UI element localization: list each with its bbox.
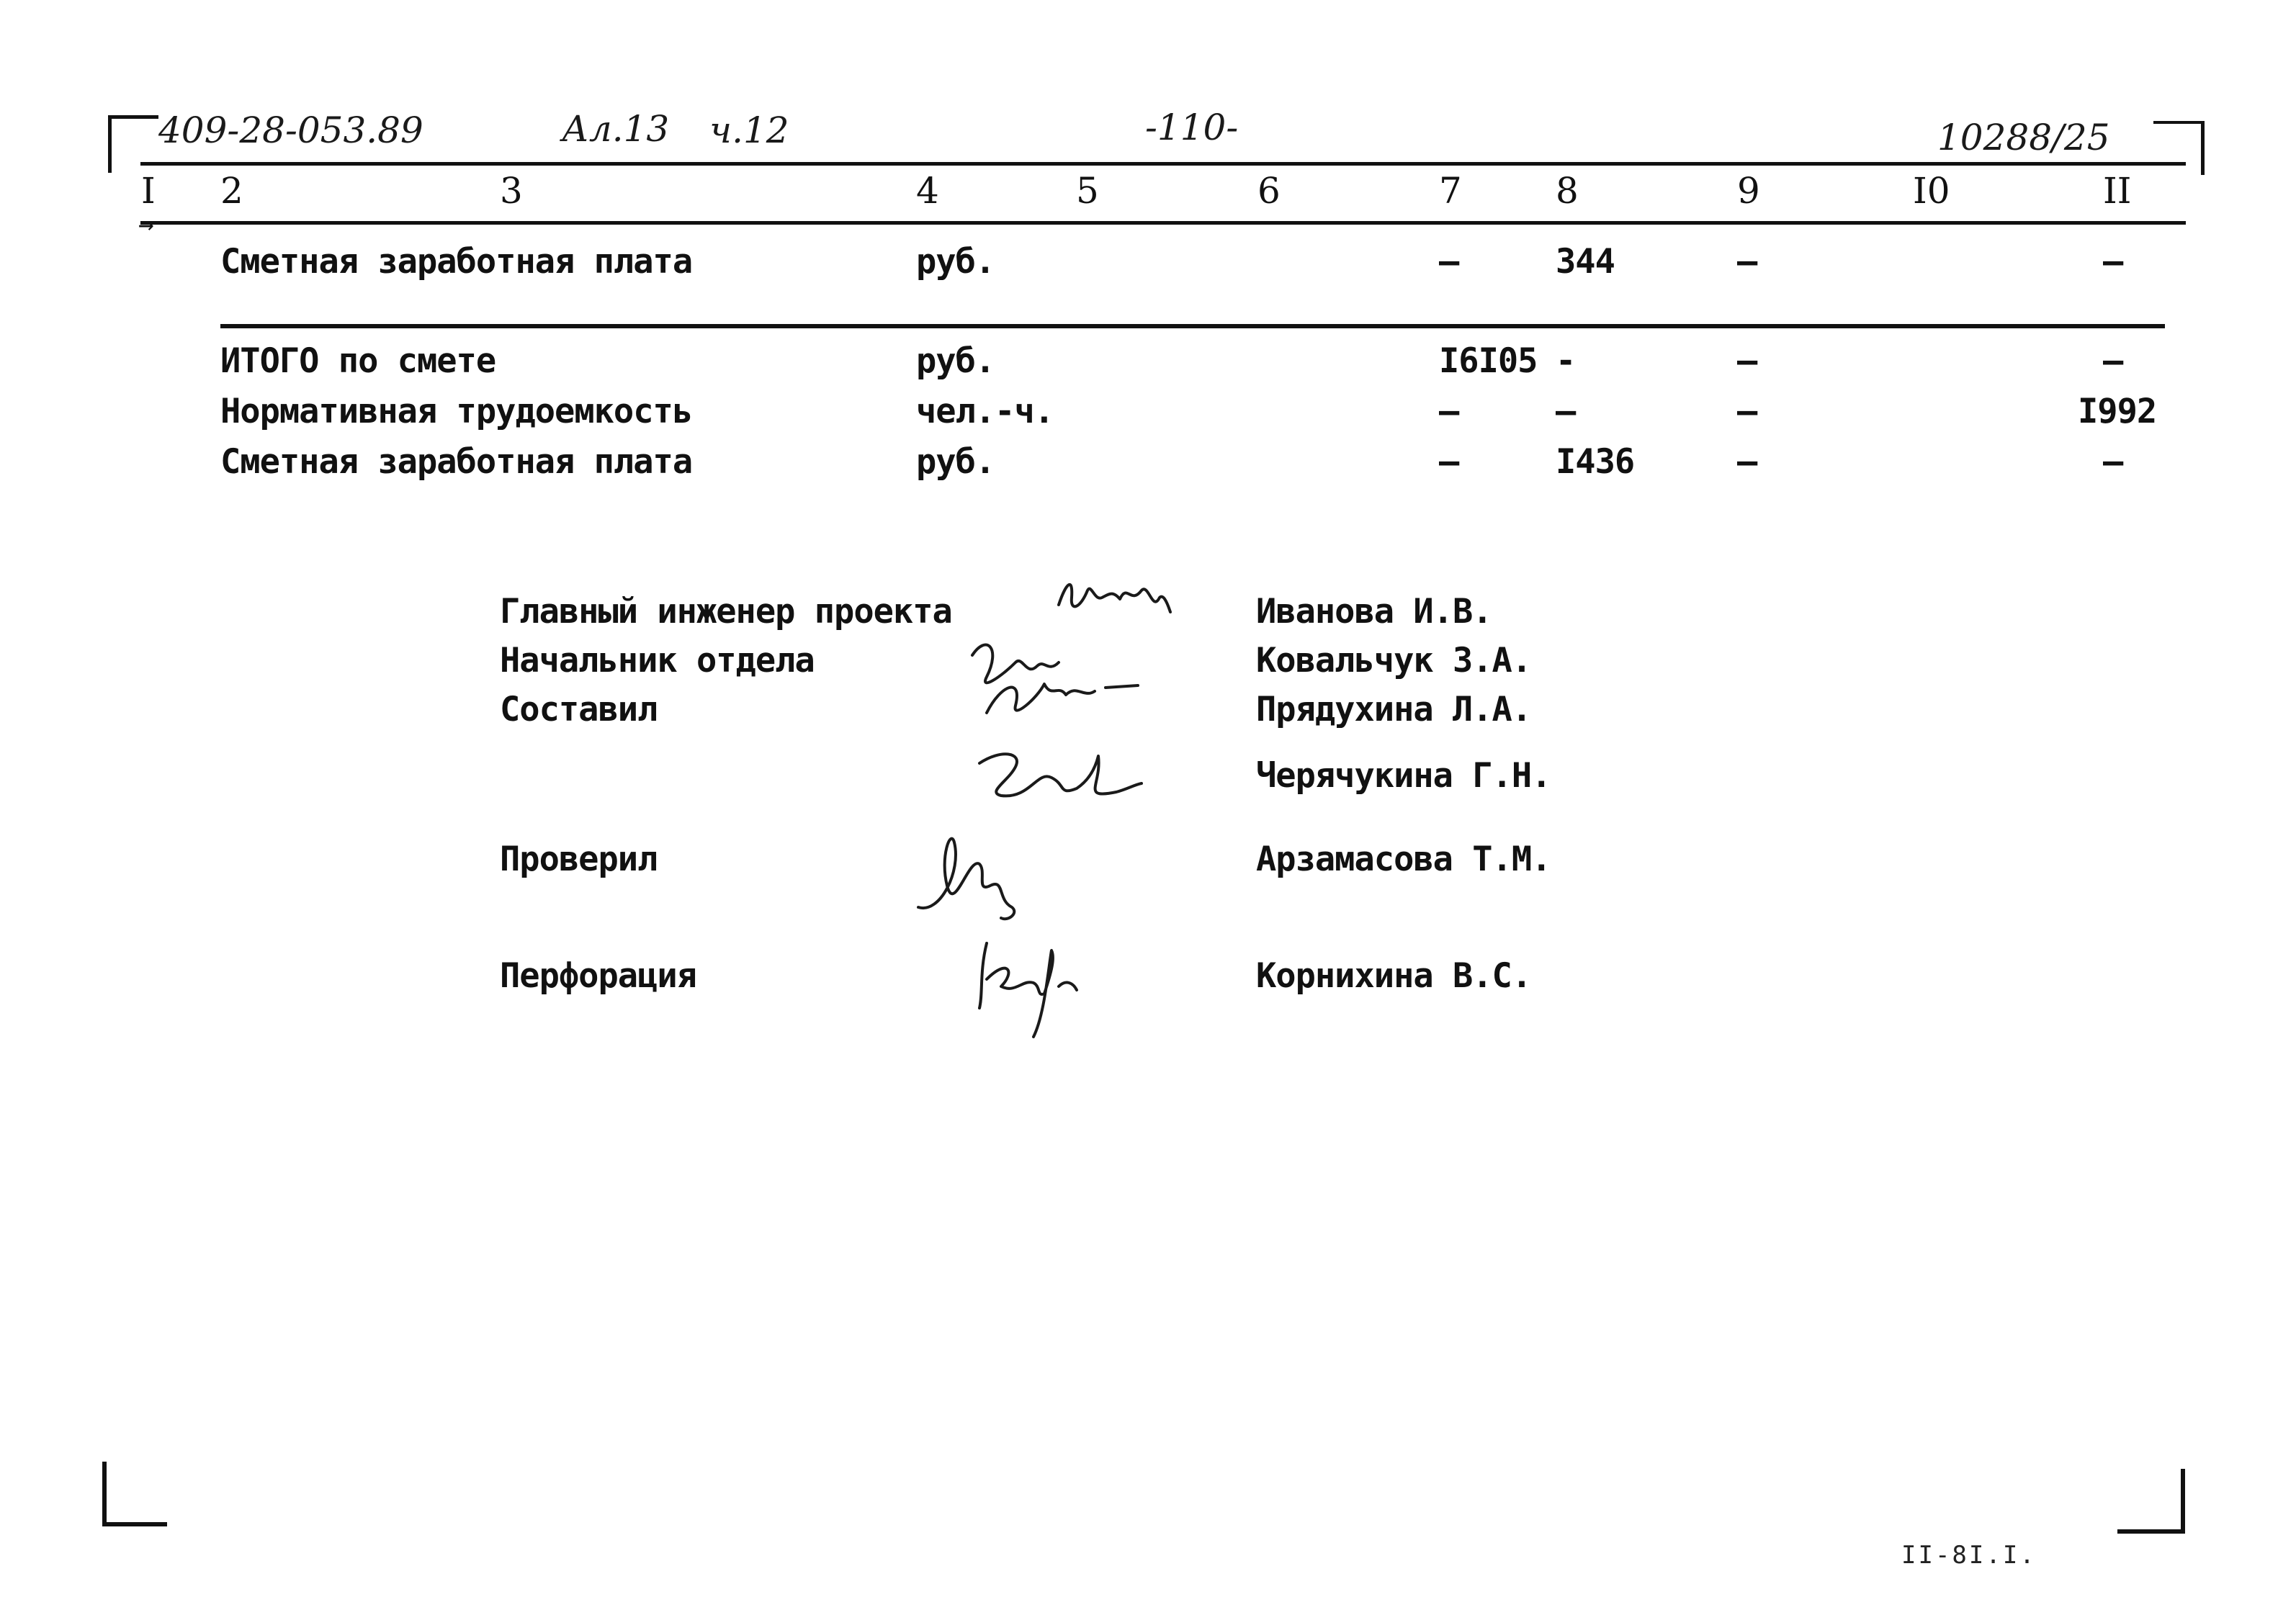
row-2-col11: – (2103, 341, 2123, 381)
row-4-col8: I436 (1556, 442, 1635, 482)
signature-name-1: Иванова И.В. (1256, 592, 1492, 631)
arrow-mark: → (138, 210, 154, 240)
column-number-9: 9 (1737, 170, 1760, 212)
signature-name-5: Арзамасова Т.М. (1256, 840, 1551, 879)
row-2-col9: – (1737, 341, 1757, 381)
row-2-name: ИТОГО по смете (220, 341, 496, 381)
frame-corner-top-left-h (108, 115, 158, 119)
column-number-8: 8 (1556, 170, 1579, 212)
signature-mark-5 (965, 929, 1109, 1044)
total-rule (220, 324, 2165, 328)
footer-stamp: II-8I.I. (1901, 1541, 2037, 1570)
signature-role-1: Главный инженер проекта (500, 592, 952, 631)
column-number-3: 3 (500, 170, 523, 212)
row-1-name: Сметная заработная плата (220, 242, 693, 282)
signature-role-2: Начальник отдела (500, 641, 815, 680)
column-header-rule (140, 221, 2186, 225)
signature-name-4: Черячукина Г.Н. (1256, 756, 1551, 796)
row-4-name: Сметная заработная плата (220, 442, 693, 482)
part-number: ч.12 (709, 109, 789, 151)
signature-mark-4 (911, 828, 1041, 936)
frame-corner-bottom-right-v (2181, 1469, 2185, 1534)
column-number-4: 4 (916, 170, 939, 212)
page-number: -110- (1145, 107, 1239, 148)
column-number-7: 7 (1439, 170, 1462, 212)
row-3-name: Нормативная трудоемкость (220, 392, 693, 431)
signature-role-6: Перфорация (500, 956, 696, 996)
row-4-col11: – (2103, 442, 2123, 482)
row-4-col9: – (1737, 442, 1757, 482)
frame-corner-bottom-left-v (102, 1462, 107, 1526)
frame-corner-top-right-v (2201, 121, 2205, 175)
column-number-11: II (2103, 170, 2132, 212)
sheet-reference: 10288/25 (1937, 117, 2110, 158)
row-4-unit: руб. (916, 442, 995, 482)
row-3-col11: I992 (2078, 392, 2157, 431)
column-number-10: I0 (1913, 170, 1950, 212)
signature-role-3: Составил (500, 690, 658, 729)
row-4-col7: – (1439, 442, 1459, 482)
signature-mark-1 (1051, 569, 1181, 634)
header-rule (140, 162, 2186, 166)
row-1-unit: руб. (916, 242, 995, 282)
row-1-col11: – (2103, 242, 2123, 282)
frame-corner-top-left-v (108, 115, 112, 173)
signature-name-2: Ковальчук З.А. (1256, 641, 1532, 680)
row-1-col7: – (1439, 242, 1459, 282)
document-code: 409-28-053.89 (158, 109, 423, 151)
row-3-col8: – (1556, 392, 1576, 431)
row-3-unit: чел.-ч. (916, 392, 1054, 431)
album-number: Ал.13 (562, 108, 670, 150)
row-3-col7: – (1439, 392, 1459, 431)
frame-corner-top-right-h (2153, 121, 2204, 124)
column-number-5: 5 (1076, 170, 1099, 212)
frame-corner-bottom-left-h (102, 1522, 167, 1526)
column-number-2: 2 (220, 170, 243, 212)
row-2-col8: - (1556, 341, 1576, 381)
row-2-unit: руб. (916, 341, 995, 381)
signature-role-5: Проверил (500, 840, 658, 879)
row-1-col9: – (1737, 242, 1757, 282)
row-1-col8: 344 (1556, 242, 1615, 282)
column-number-1: I (141, 170, 156, 212)
signature-name-3: Прядухина Л.А. (1256, 690, 1532, 729)
column-number-6: 6 (1257, 170, 1281, 212)
row-2-col7: I6I05 (1439, 341, 1538, 381)
frame-corner-bottom-right-h (2117, 1529, 2185, 1534)
row-3-col9: – (1737, 392, 1757, 431)
signature-mark-2 (958, 634, 1145, 734)
signature-name-6: Корнихина В.С. (1256, 956, 1532, 996)
signature-mark-3 (972, 742, 1145, 806)
